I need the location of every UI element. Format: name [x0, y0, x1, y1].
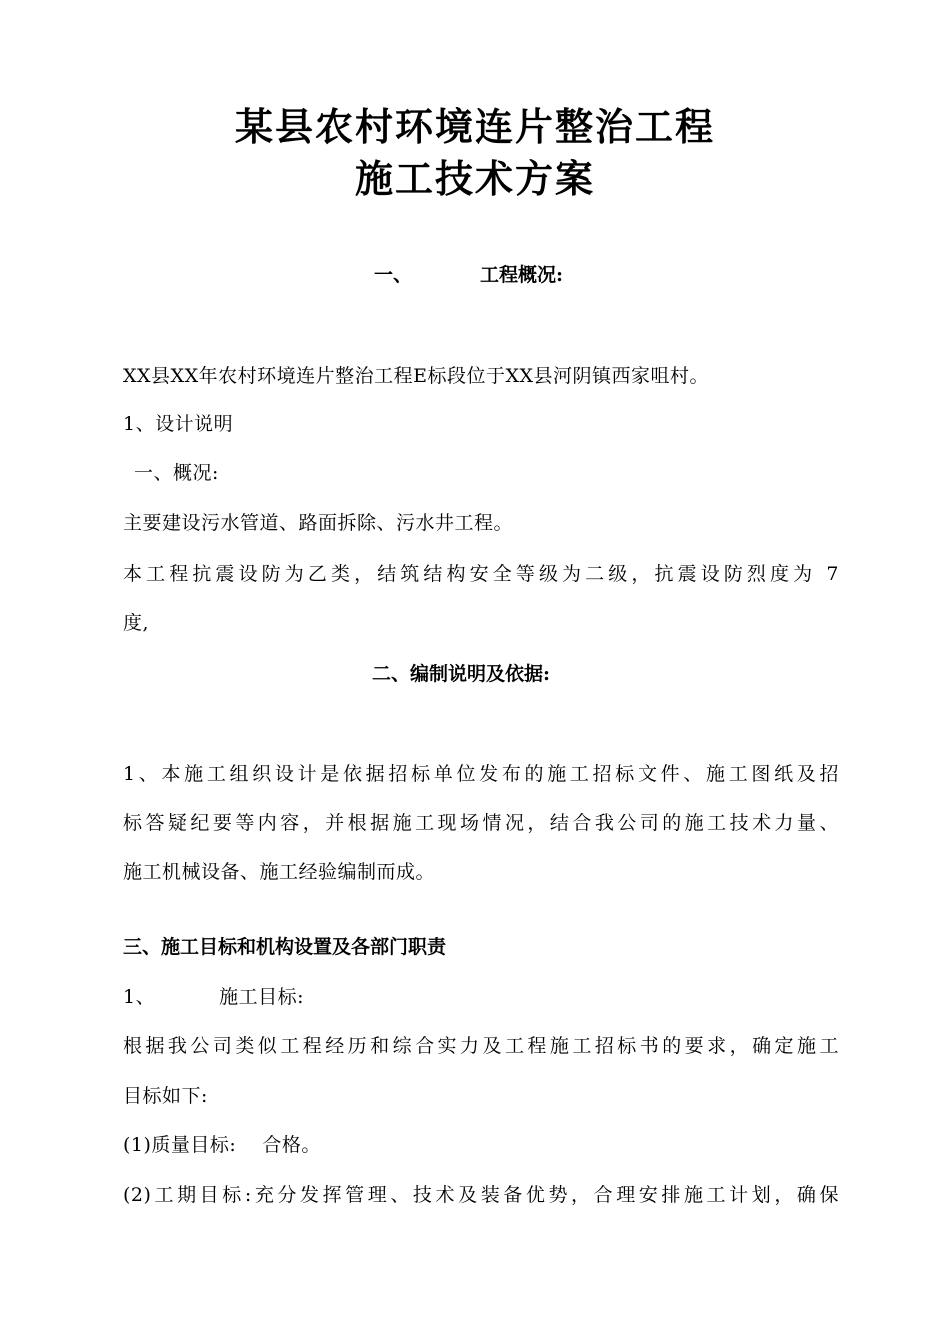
section2-heading: 二、编制说明及依据:: [372, 663, 551, 685]
goal-item-number: 1、: [123, 986, 156, 1008]
section3-heading: 三、施工目标和机构设置及各部门职责: [123, 936, 447, 958]
goal-line-2: 目标如下:: [123, 1085, 208, 1107]
document-title-line2: 施工技术方案: [354, 156, 595, 201]
goal-item-title: 施工目标:: [219, 986, 304, 1008]
overview-heading: 一、概况:: [134, 462, 219, 484]
basis-line-2: 标答疑纪要等内容，并根据施工现场情况，结合我公司的施工技术力量、: [123, 812, 839, 834]
quality-goal: (1)质量目标: 合格。: [123, 1134, 321, 1156]
section1-title: 工程概况:: [480, 264, 564, 286]
section1-heading: [374, 266, 563, 285]
basis-line-1: 1、本施工组织设计是依据招标单位发布的施工招标文件、施工图纸及招: [123, 763, 839, 785]
project-intro: XX县XX年农村环境连片整治工程E标段位于XX县河阴镇西家咀村。: [123, 365, 710, 387]
document-title-line1: 某县农村环境连片整治工程: [234, 104, 715, 149]
seismic-line-1: 本工程抗震设防为乙类，结筑结构安全等级为二级，抗震设防烈度为 7: [123, 563, 839, 585]
design-heading: 1、设计说明: [123, 413, 234, 435]
schedule-goal: (2)工期目标:充分发挥管理、技术及装备优势，合理安排施工计划，确保: [123, 1184, 839, 1206]
seismic-line-2: 度,: [123, 612, 150, 634]
goal-line-1: 根据我公司类似工程经历和综合实力及工程施工招标书的要求，确定施工: [123, 1035, 839, 1057]
basis-line-3: 施工机械设备、施工经验编制而成。: [123, 861, 436, 883]
section1-number: 一、: [374, 264, 413, 286]
main-content: 主要建设污水管道、路面拆除、污水井工程。: [123, 512, 514, 534]
goal-item-heading: [123, 988, 304, 1007]
